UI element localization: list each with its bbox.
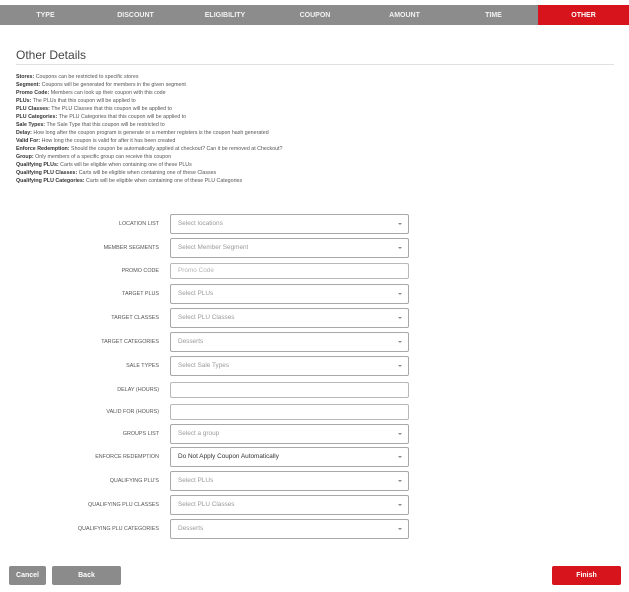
chevron-down-icon [398,247,402,249]
help-description: The PLU Categories that this coupon will be applied to [57,114,187,120]
target-plus-select[interactable] [170,284,409,304]
help-line [16,177,616,185]
enforce-redemption-label: ENFORCE REDEMPTION [95,454,159,460]
target-categories-selected-value: Desserts [178,338,204,345]
delay-hours-input[interactable] [170,382,409,398]
chevron-down-icon [398,480,402,482]
member-segments-selected-value: Select Member Segment [178,244,249,251]
page-title: Other Details [16,48,87,62]
chevron-down-icon [398,433,402,435]
help-line [16,81,616,89]
help-line [16,105,616,113]
wizard-tab-bar [0,5,629,25]
help-line [16,129,616,137]
help-line [16,145,616,153]
qualifying-plu-classes-selected-value: Select PLU Classes [178,501,235,508]
delay-hours-label: DELAY (HOURS) [117,387,159,393]
help-description: Coupons can be restricted to specific stores [34,74,139,80]
qualifying-plu-categories-selected-value: Desserts [178,525,204,532]
help-line [16,169,616,177]
tab-amount[interactable]: AMOUNT [389,11,420,19]
chevron-down-icon [398,504,402,506]
promo-code-placeholder: Promo Code [178,267,214,274]
form-row-qualifying-plu-classes [0,495,629,515]
help-line [16,153,616,161]
help-term: Delay: [16,130,32,136]
target-classes-label: TARGET CLASSES [111,315,159,321]
help-term: Sale Types: [16,122,46,128]
location-list-label: LOCATION LIST [118,221,159,227]
field-help-list [16,73,616,185]
target-plus-selected-value: Select PLUs [178,290,214,297]
qualifying-plu-categories-label: QUALIFYING PLU CATEGORIES [77,526,159,532]
help-line [16,137,616,145]
tab-other[interactable]: OTHER [538,5,629,25]
form-row-valid-for-hours [0,402,629,422]
help-term: Qualifying PLU Categories: [16,178,85,184]
help-term: PLU Classes: [16,106,50,112]
tab-time[interactable]: TIME [485,11,502,19]
tab-coupon[interactable]: COUPON [299,11,331,19]
form-row-delay-hours [0,380,629,400]
help-description: The Sale Type that this coupon will be restricted to [45,122,165,128]
chevron-down-icon [398,341,402,343]
back-button[interactable]: Back [52,566,121,585]
help-description: Should the coupon be automatically applied at checkout? Can it be removed at Checkout? [69,146,283,152]
groups-list-selected-value: Select a group [178,430,220,437]
form-row-qualifying-plus [0,471,629,491]
qualifying-plu-classes-select[interactable] [170,495,409,515]
form-row-member-segments [0,238,629,258]
help-line [16,73,616,81]
member-segments-select[interactable] [170,238,409,258]
help-line [16,161,616,169]
target-categories-select[interactable] [170,332,409,352]
help-line [16,113,616,121]
help-term: Enforce Redemption: [16,146,70,152]
help-description: Only members of a specific group can receive this coupon [33,154,172,160]
form-row-location-list [0,214,629,234]
chevron-down-icon [398,223,402,225]
qualifying-plus-select[interactable] [170,471,409,491]
title-divider [16,64,614,65]
help-description: How long the coupon is valid for after it has been created [40,138,176,144]
qualifying-plu-classes-label: QUALIFYING PLU CLASSES [88,502,159,508]
form-row-target-classes [0,308,629,328]
chevron-down-icon [398,365,402,367]
chevron-down-icon [398,528,402,530]
help-term: PLUs: [16,98,32,104]
qualifying-plu-categories-select[interactable] [170,519,409,539]
enforce-redemption-select[interactable] [170,447,409,467]
promo-code-label: PROMO CODE [121,268,159,274]
chevron-down-icon [398,293,402,295]
help-term: Promo Code: [16,90,50,96]
help-term: Group: [16,154,34,160]
member-segments-label: MEMBER SEGMENTS [103,245,159,251]
form-row-qualifying-plu-categories [0,519,629,539]
tab-type[interactable]: TYPE [36,11,55,19]
form-row-sale-types [0,356,629,376]
help-description: Carts will be eligible when containing one of these Classes [77,170,217,176]
help-description: Carts will be eligible when containing one of these PLU Categories [84,178,243,184]
cancel-button[interactable]: Cancel [9,566,46,585]
target-classes-select[interactable] [170,308,409,328]
chevron-down-icon [398,456,402,458]
form-row-target-plus [0,284,629,304]
help-term: Valid For: [16,138,41,144]
sale-types-selected-value: Select Sale Types [178,362,230,369]
chevron-down-icon [398,317,402,319]
help-term: Segment: [16,82,41,88]
form-row-target-categories [0,332,629,352]
qualifying-plus-selected-value: Select PLUs [178,477,214,484]
promo-code-input[interactable] [170,263,409,279]
groups-list-select[interactable] [170,424,409,444]
help-line [16,121,616,129]
sale-types-select[interactable] [170,356,409,376]
help-term: Stores: [16,74,35,80]
help-term: Qualifying PLUs: [16,162,59,168]
target-categories-label: TARGET CATEGORIES [101,339,159,345]
form-row-enforce-redemption [0,447,629,467]
qualifying-plus-label: QUALIFYING PLU'S [109,478,159,484]
help-description: The PLU Classes that this coupon will be applied to [49,106,172,112]
sale-types-label: SALE TYPES [126,363,159,369]
help-line [16,89,616,97]
groups-list-label: GROUPS LIST [122,431,159,437]
tab-discount[interactable]: DISCOUNT [117,11,154,19]
finish-button[interactable]: Finish [552,566,621,585]
help-line [16,97,616,105]
location-list-select[interactable] [170,214,409,234]
target-classes-selected-value: Select PLU Classes [178,314,235,321]
valid-for-hours-label: VALID FOR (HOURS) [106,409,159,415]
help-description: Members can look up their coupon with this code [49,90,166,96]
help-description: How long after the coupon program is generate or a member registers is the coupon hash generated [31,130,269,136]
help-description: The PLUs that this coupon will be applied to [31,98,136,104]
tab-eligibility[interactable]: ELIGIBILITY [204,11,246,19]
help-term: Qualifying PLU Classes: [16,170,78,176]
help-description: Carts will be eligible when containing one of these PLUs [58,162,192,168]
valid-for-hours-input[interactable] [170,404,409,420]
form-row-groups-list [0,424,629,444]
help-term: PLU Categories: [16,114,58,120]
help-description: Coupons will be generated for members in the given segment [40,82,186,88]
target-plus-label: TARGET PLUS [122,291,159,297]
location-list-selected-value: Select locations [178,220,223,227]
form-row-promo-code [0,261,629,281]
enforce-redemption-selected-value: Do Not Apply Coupon Automatically [178,453,279,460]
